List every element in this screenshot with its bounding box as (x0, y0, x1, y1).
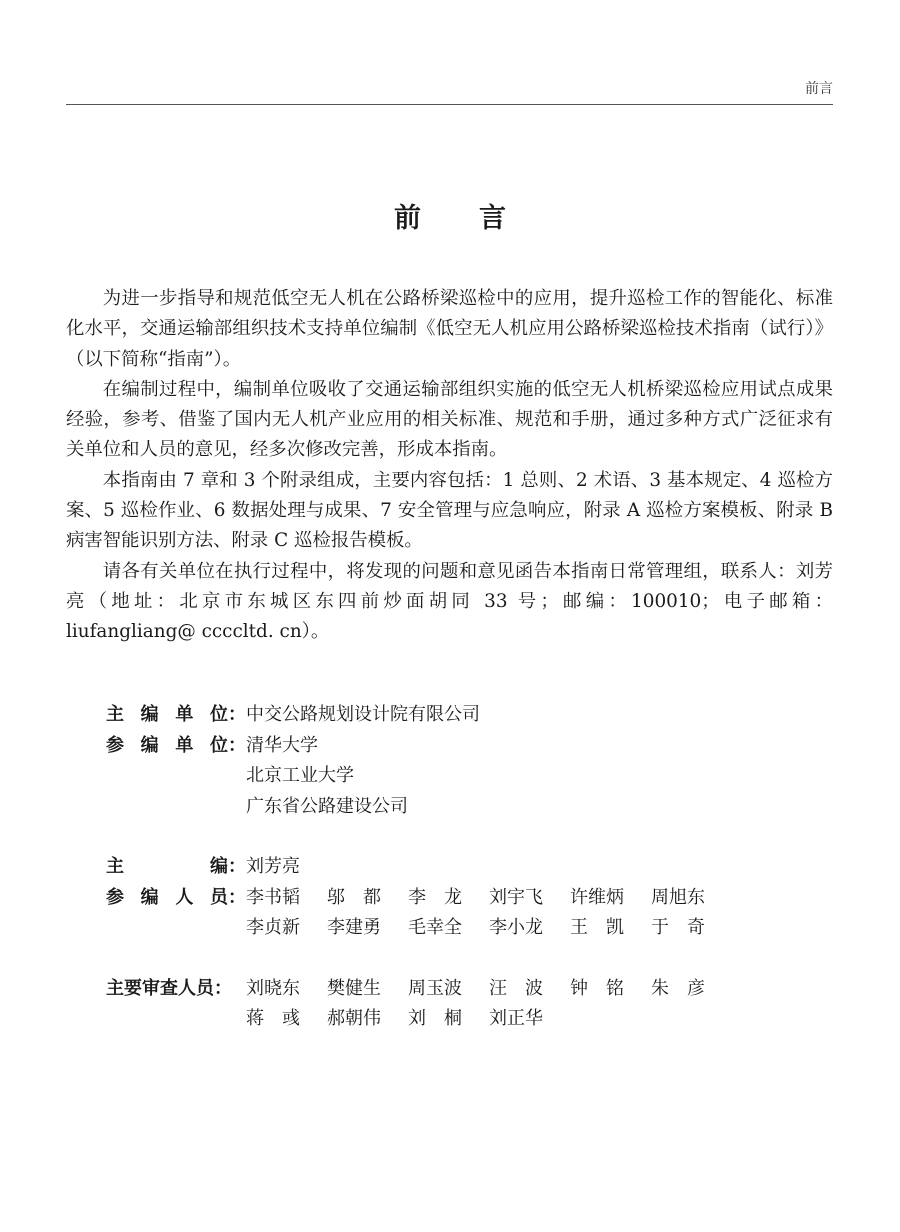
reviewers-names (246, 974, 732, 1035)
editor-name: 李小龙 (489, 917, 543, 938)
chief-editor-row (106, 852, 806, 883)
label-char: 位 (209, 704, 228, 725)
editor-name: 李建勇 (327, 917, 381, 938)
participating-units-label (106, 731, 246, 823)
editor-name: 刘宇飞 (489, 886, 543, 908)
running-header-text: 前言 (805, 81, 833, 97)
editor-name: 毛幸全 (408, 917, 462, 938)
reviewer-name: 蒋 彧 (246, 1008, 300, 1029)
preface-paragraph: 本指南由 7 章和 3 个附录组成，主要内容包括：1 总则、2 术语、3 基本规定、4 巡检方案、5 巡检作业、6 数据处理与成果、7 安全管理与应急响应，附录 A 巡检方案模板、附录 B 病害智能识别方法、附录 C 巡检报告模板。 (66, 469, 833, 552)
label-colon: ： (227, 704, 246, 725)
label-colon: ： (214, 977, 232, 999)
reviewers-label (106, 974, 246, 1035)
label-char: 参 (106, 734, 124, 756)
editor-name: 于 奇 (651, 917, 705, 938)
page-title (0, 196, 900, 235)
reviewer-name: 郝朝伟 (327, 1008, 381, 1029)
label-char-with-colon (210, 731, 246, 823)
editor-name: 周旭东 (651, 886, 705, 908)
participating-unit: 广东省公路建设公司 (246, 795, 408, 817)
label-colon: ： (228, 856, 246, 877)
participating-editors-row (106, 883, 806, 944)
participating-editors-label (106, 883, 246, 944)
reviewer-name: 刘 桐 (408, 1008, 462, 1029)
label-colon: ： (227, 734, 246, 756)
label-char: 单 (175, 734, 194, 756)
label-char: 单 (175, 704, 194, 725)
reviewer-name: 钟 铭 (570, 977, 624, 999)
participating-unit: 北京工业大学 (246, 765, 354, 786)
reviewers-row (106, 974, 806, 1035)
label-char-with-colon (210, 852, 246, 883)
chief-unit-row (106, 700, 806, 731)
preface-paragraph: 在编制过程中，编制单位吸收了交通运输部组织实施的低空无人机桥梁巡检应用试点成果经验，参考、借鉴了国内无人机产业应用的相关标准、规范和手册，通过多种方式广泛征求有关单位和人员的意见，经多次修改完善，形成本指南。 (66, 378, 833, 461)
chief-editor-name: 刘芳亮 (246, 856, 300, 877)
page-title-char-1: 前 (394, 203, 421, 234)
label-char: 人 (175, 886, 194, 908)
label-char-with-colon (210, 700, 246, 731)
running-header (66, 76, 833, 105)
chief-editor-values (246, 852, 300, 883)
label-char-with-colon (210, 883, 246, 944)
preface-paragraph: 为进一步指导和规范低空无人机在公路桥梁巡检中的应用，提升巡检工作的智能化、标准化水平，交通运输部组织技术支持单位编制《低空无人机应用公路桥梁巡检技术指南（试行）》（以下简称“指南”）。 (66, 288, 833, 370)
label-char: 位 (209, 734, 228, 756)
editor-name: 许维炳 (570, 886, 624, 908)
chief-editor-label (106, 852, 246, 883)
participating-editors-names (246, 883, 732, 944)
editor-name: 李书韬 (246, 886, 300, 908)
label-char: 员 (209, 886, 228, 908)
editor-name: 李 龙 (408, 886, 462, 908)
preface-body (66, 284, 833, 648)
label-char: 编 (140, 704, 159, 725)
editor-name: 王 凯 (570, 917, 624, 938)
participating-unit: 清华大学 (246, 734, 318, 756)
label-char: 主 (106, 856, 124, 877)
label-char: 编 (140, 886, 159, 908)
participating-units-values (246, 731, 408, 823)
chief-unit-values (246, 700, 480, 731)
reviewer-name: 刘晓东 (246, 977, 300, 999)
label-char: 编 (210, 856, 228, 877)
label-char: 参 (106, 886, 124, 908)
reviewer-name: 樊健生 (327, 977, 381, 999)
editor-name: 李贞新 (246, 917, 300, 938)
reviewer-name: 朱 彦 (651, 977, 705, 999)
chief-unit-value: 中交公路规划设计院有限公司 (246, 704, 480, 725)
label-char: 编 (140, 734, 159, 756)
reviewer-name: 汪 波 (489, 977, 543, 999)
preface-paragraph: 请各有关单位在执行过程中，将发现的问题和意见函告本指南日常管理组，联系人：刘芳亮（地址：北京市东城区东四前炒面胡同 33 号；邮编：100010；电子邮箱：liufangliang@ cccсltd. cn）。 (66, 560, 833, 643)
page-title-char-2: 言 (479, 203, 506, 234)
chief-unit-label (106, 700, 246, 731)
credits-block (106, 700, 806, 1035)
participating-units-row (106, 731, 806, 823)
reviewers-label-text: 主要审查人员 (106, 977, 214, 999)
label-colon: ： (227, 886, 246, 908)
reviewer-name: 周玉波 (408, 977, 462, 999)
reviewer-name: 刘正华 (489, 1008, 543, 1029)
editor-name: 邬 都 (327, 886, 381, 908)
label-char: 主 (106, 704, 124, 725)
